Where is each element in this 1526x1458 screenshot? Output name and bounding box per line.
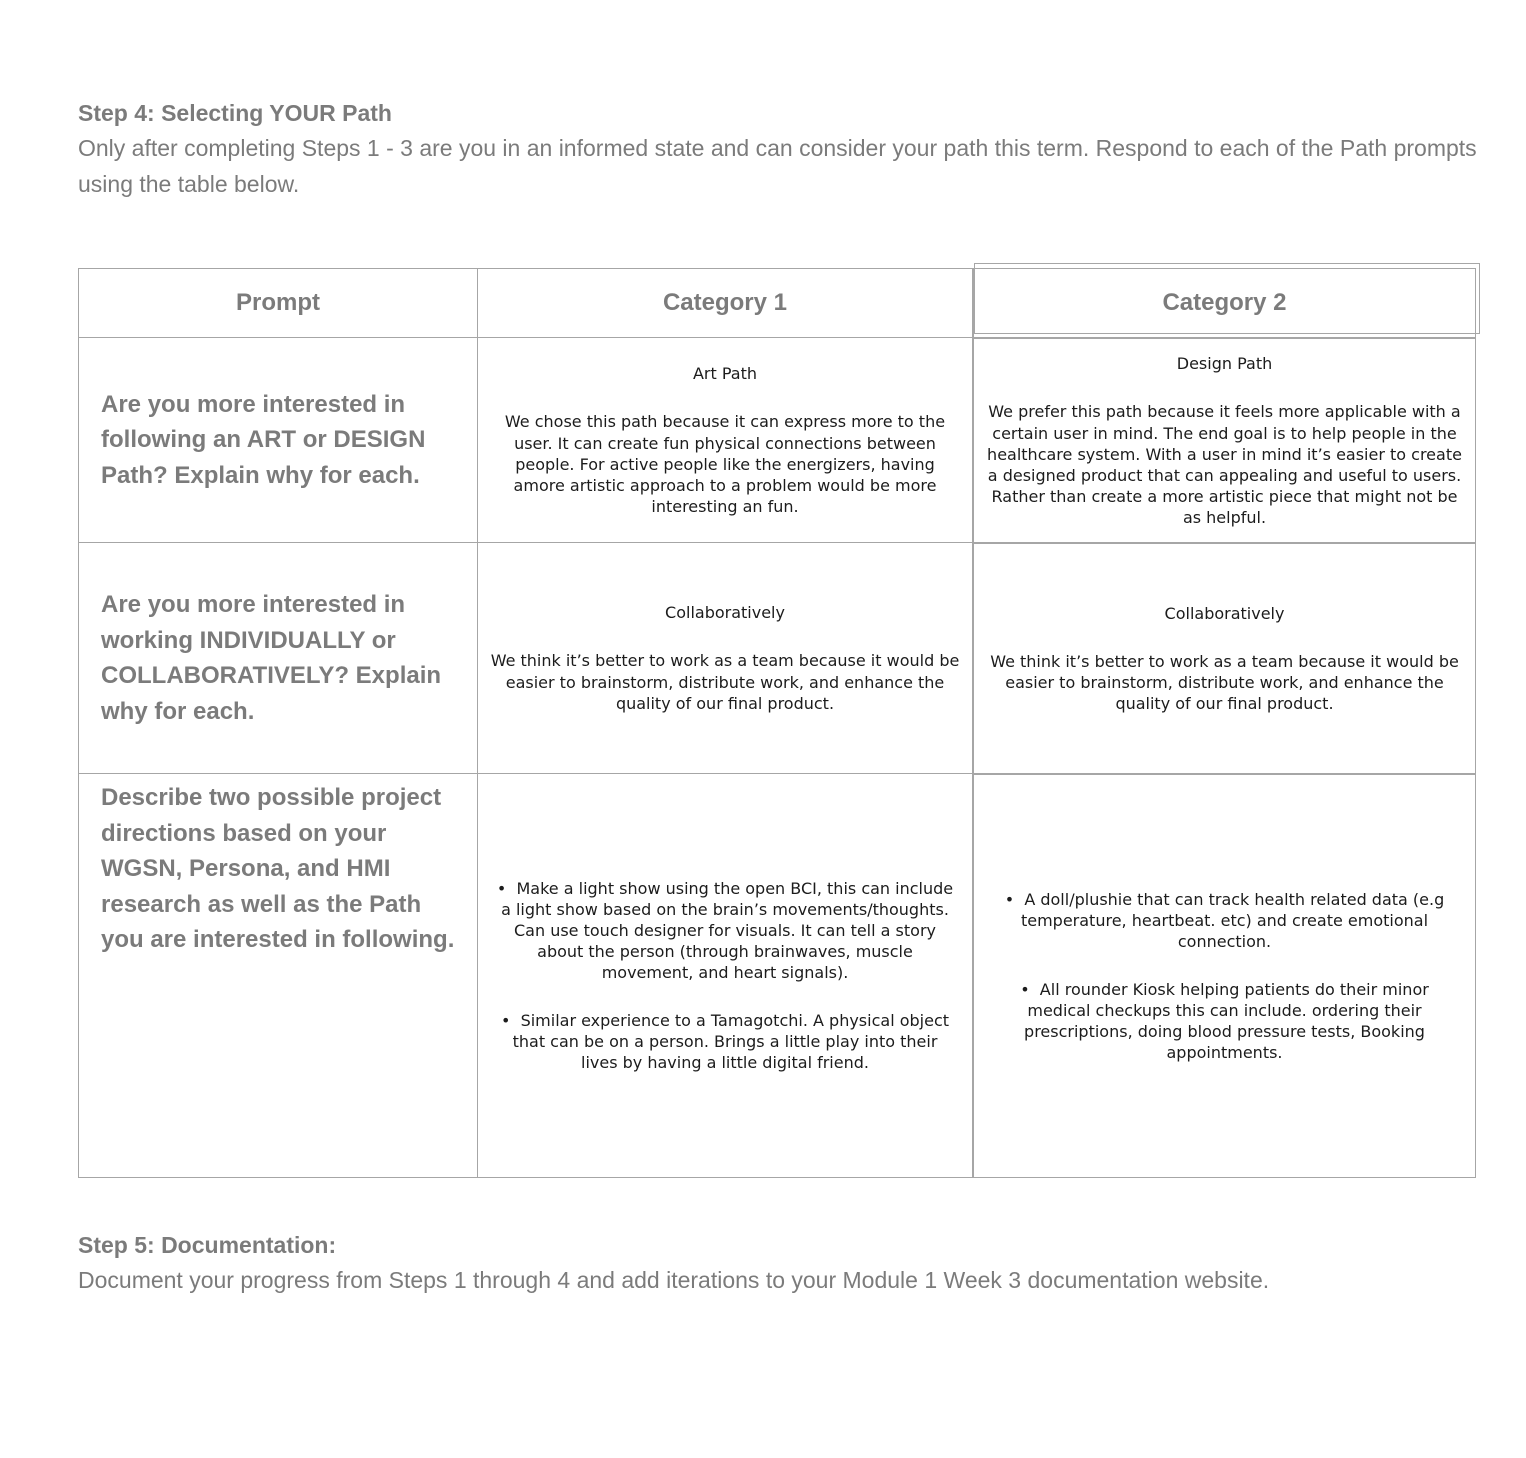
answer-heading: Design Path — [1176, 354, 1273, 374]
path-selection-table — [78, 268, 1476, 1178]
column-header-category2: Category 2 — [973, 268, 1476, 338]
answer-body: We think it’s better to work as a team because it would be easier to brainstorm, distribute work, and enhance the quality of our final product. — [990, 651, 1459, 714]
table-header-row — [78, 268, 1476, 338]
bullet-item: • A doll/plushie that can track health related data (e.g temperature, heartbeat. etc) and create emotional connection. — [995, 889, 1455, 952]
table-row — [78, 774, 1476, 1178]
category2-cell — [973, 338, 1476, 543]
answer-body: We think it’s better to work as a team because it would be easier to brainstorm, distribute work, and enhance the quality of our final product. — [490, 651, 960, 713]
step4-description: Only after completing Steps 1 - 3 are you in an informed state and can consider your path this term. Respond to each of the Path prompts using the table below. — [78, 135, 1477, 197]
category1-cell — [478, 774, 973, 1178]
bullet-item: • Make a light show using the open BCI, this can include a light show based on the brain’s movements/thoughts. Can use touch designer for visuals. It can tell a story about the person (through brainwaves, muscle movement, and heart signals). — [495, 878, 955, 984]
table-row — [78, 338, 1476, 543]
category1-cell — [478, 338, 973, 543]
category2-cell — [973, 543, 1476, 774]
answer-heading: Art Path — [692, 364, 758, 384]
answer-body: We chose this path because it can express more to the user. It can create fun physical connections between people. For active people like the energizers, having amore artistic approach to a problem would be more interesting an fun. — [504, 412, 946, 516]
bullet-item: • Similar experience to a Tamagotchi. A physical object that can be on a person. Brings a little play into their lives by having a little digital friend. — [495, 1010, 955, 1073]
answer-heading: Collaboratively — [665, 603, 785, 623]
category1-cell — [478, 543, 973, 774]
category2-cell — [973, 774, 1476, 1178]
prompt-cell: Are you more interested in working INDIVIDUALLY or COLLABORATIVELY? Explain why for each. — [78, 543, 478, 774]
step5-description: Document your progress from Steps 1 through 4 and add iterations to your Module 1 Week 3 documentation website. — [78, 1267, 1270, 1294]
column-header-prompt: Prompt — [78, 268, 478, 338]
bullet-item: • All rounder Kiosk helping patients do their minor medical checkups this can include. ordering their prescriptions, doing blood pressure tests, Booking appointments. — [995, 979, 1455, 1063]
column-header-category1: Category 1 — [478, 268, 973, 338]
answer-body: We prefer this path because it feels more applicable with a certain user in mind. The end goal is to help people in the healthcare system. With a user in mind it’s easier to create a designed product that can appealing and useful to users. Rather than create a more artistic piece that might not be as helpful. — [987, 402, 1462, 527]
step5-heading: Step 5: Documentation: — [78, 1232, 337, 1259]
step4-heading: Step 4: Selecting YOUR Path — [78, 100, 392, 126]
table-row — [78, 543, 1476, 774]
answer-heading: Collaboratively — [1164, 603, 1285, 623]
prompt-cell: Describe two possible project directions based on your WGSN, Persona, and HMI research as well as the Path you are interested in following. — [78, 774, 478, 1178]
prompt-cell: Are you more interested in following an ART or DESIGN Path? Explain why for each. — [78, 338, 478, 543]
